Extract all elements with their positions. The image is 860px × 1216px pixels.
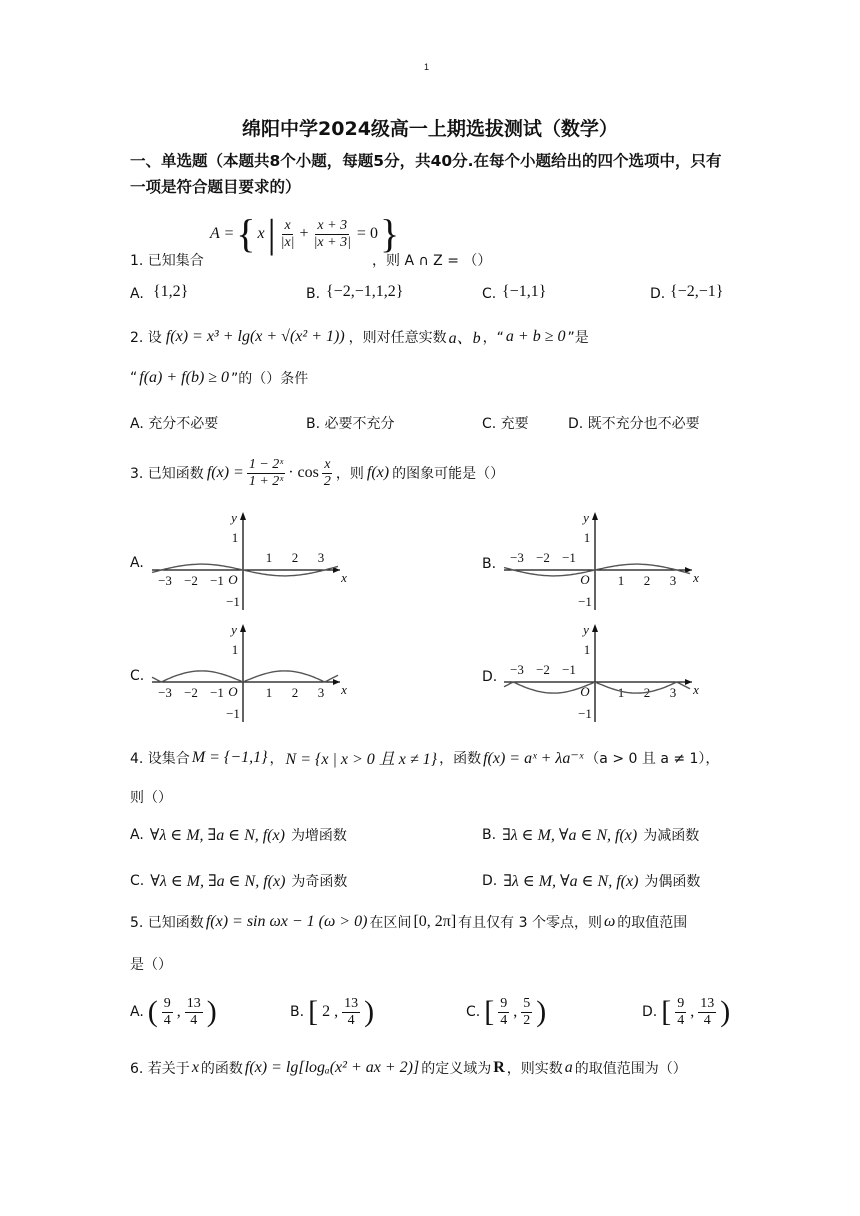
q2-lead: 2. 设 — [130, 329, 162, 346]
q4-option-c-label: C. — [130, 873, 145, 889]
q4-option-b-text: 为减函数 — [643, 828, 700, 844]
q4-option-c — [130, 871, 347, 891]
x-tick-label-pos: 2 — [291, 685, 299, 700]
q1-set-definition — [210, 206, 399, 262]
q1-frac2-den: |x + 3| — [313, 234, 351, 250]
x-axis-label: x — [693, 682, 699, 697]
q3-cos-num: x — [324, 457, 331, 473]
q5-zeros: 有且仅有 3 个零点，则 — [458, 915, 602, 931]
q4-option-a-label: A. — [130, 827, 144, 843]
q5-option-a-close: ) — [206, 995, 217, 1028]
q6-reals: R — [493, 1059, 505, 1076]
y-tick-label-neg1: −1 — [226, 706, 240, 721]
q2-vars: a、b — [448, 330, 481, 347]
origin-label: O — [580, 684, 590, 699]
q5-a-den2: 4 — [190, 1012, 198, 1028]
section-heading: 一、单选题（本题共8个小题，每题5分，共40分.在每个小题给出的四个选项中，只有一项是符合题目要求的） — [130, 152, 722, 196]
q2-text-c: ，“ — [482, 329, 504, 346]
q3-cos: · cos — [288, 464, 319, 481]
x-tick-label-pos: 3 — [669, 573, 677, 588]
q4-condition: （a > 0 且 a ≠ 1）， — [585, 750, 720, 767]
q4-option-d-math: ∃λ ∈ M, ∀a ∈ N, f(x) — [503, 873, 639, 890]
q5-option-d-close: ) — [720, 995, 731, 1028]
x-tick-label-pos: 2 — [643, 573, 651, 588]
q5-interval-lead: 在区间 — [369, 915, 412, 931]
q1-option-a: {1,2} — [153, 283, 189, 300]
q3-cos-frac — [322, 457, 333, 489]
x-tick-label-pos: 1 — [265, 685, 273, 700]
q2-text-d: ”是 — [567, 329, 589, 346]
y-tick-label-neg1: −1 — [226, 594, 240, 609]
q1-frac1-num: x — [284, 218, 291, 234]
q2-quote-open: “ — [130, 370, 138, 386]
x-axis-label: x — [693, 570, 699, 585]
origin-label: O — [228, 684, 238, 699]
q1-frac2-num: x + 3 — [317, 218, 348, 234]
q4-set-m: M = {−1,1} — [191, 748, 268, 766]
q5-a-num1: 9 — [163, 996, 171, 1012]
q1-set-var: x — [257, 225, 265, 242]
page-number: 1 — [424, 62, 430, 72]
q1-frac2 — [312, 218, 353, 250]
q2-option-c: C. 充要 — [482, 416, 529, 432]
q4-option-a — [130, 825, 347, 845]
y-axis-label: y — [583, 622, 589, 637]
q4-option-b — [482, 825, 699, 845]
y-axis-arrow — [240, 512, 246, 520]
q1-bar: | — [267, 211, 276, 256]
x-tick-label-neg: −1 — [210, 573, 224, 588]
x-tick-label-pos: 2 — [291, 550, 299, 565]
x-tick-label-pos: 2 — [643, 685, 651, 700]
q5-omega: ω — [603, 913, 616, 930]
q5-option-b-close: ) — [364, 995, 375, 1028]
x-tick-label-neg: −2 — [184, 685, 198, 700]
q3-graph-b — [500, 508, 705, 613]
q3-lead: 3. 已知函数 — [130, 466, 204, 482]
q3-then: ，则 — [335, 466, 364, 482]
y-axis-label: y — [231, 510, 237, 525]
q5-option-b-a: 2 — [322, 1003, 331, 1020]
q5-c-num2: 5 — [523, 996, 531, 1012]
q5-lead: 5. 已知函数 — [130, 915, 204, 931]
q4-line2: 则（） — [130, 790, 172, 806]
origin-label: O — [228, 572, 238, 587]
q5-function: f(x) = sin ωx − 1 (ω > 0) — [205, 913, 368, 930]
q6-line — [130, 1058, 687, 1078]
q3-cos-den: 2 — [323, 473, 331, 489]
q5-d-num2: 13 — [700, 996, 715, 1012]
q5-option-b — [290, 990, 374, 1034]
q3-frac-num: 1 − 2ˣ — [248, 457, 284, 473]
q4-function: f(x) = aˣ + λa⁻ˣ — [483, 749, 584, 767]
q3-frac — [247, 457, 285, 489]
q5-c-den2: 2 — [523, 1012, 531, 1028]
x-tick-label-neg: −3 — [510, 550, 524, 565]
q5-option-c-close: ) — [536, 995, 547, 1028]
x-axis-label: x — [341, 570, 347, 585]
q2-function: f(x) = x³ + lg(x + √(x² + 1)) — [165, 327, 345, 345]
y-tick-label-1: 1 — [583, 642, 591, 657]
q5-option-d — [642, 990, 730, 1034]
q1-option-c-label: C. — [482, 286, 497, 302]
q4-option-b-math: ∃λ ∈ M, ∀a ∈ N, f(x) — [502, 827, 638, 844]
q3-fx2: f(x) — [366, 464, 390, 481]
q2-cond1: a + b ≥ 0 — [505, 327, 566, 345]
x-tick-label-pos: 3 — [317, 550, 325, 565]
q5-option-c-comma: , — [513, 1003, 518, 1020]
page-title: 绵阳中学2024级高一上期选拔测试（数学） — [242, 118, 618, 140]
x-tick-label-pos: 1 — [617, 685, 625, 700]
q2-text-b: ，则对任意实数 — [348, 329, 447, 346]
q5-option-a-open: ( — [147, 995, 158, 1028]
q6-ask: 的取值范围为（） — [574, 1061, 687, 1077]
x-tick-label-neg: −2 — [536, 662, 550, 677]
x-tick-label-pos: 1 — [265, 550, 273, 565]
q5-option-c — [466, 990, 546, 1034]
x-axis-label: x — [341, 682, 347, 697]
q5-a-num2: 13 — [186, 996, 201, 1012]
q3-graph-a — [148, 508, 353, 613]
q5-option-d-frac1 — [675, 996, 686, 1028]
q5-option-d-comma: , — [690, 1003, 695, 1020]
y-axis-arrow — [240, 624, 246, 632]
q4-option-c-math: ∀λ ∈ M, ∃a ∈ N, f(x) — [150, 873, 286, 890]
x-tick-label-neg: −1 — [562, 550, 576, 565]
q1-right-brace: } — [379, 211, 400, 256]
q1-option-d-label: D. — [650, 286, 666, 302]
q5-option-b-label: B. — [290, 1004, 305, 1020]
function-curve — [504, 682, 690, 693]
y-axis-arrow — [592, 624, 598, 632]
q1-option-b-label: B. — [306, 286, 321, 302]
q1-left-brace: { — [236, 211, 256, 256]
q5-b-den: 4 — [347, 1012, 355, 1028]
q4-option-b-label: B. — [482, 827, 497, 843]
q6-a: a — [564, 1059, 573, 1076]
x-axis-arrow — [685, 679, 692, 685]
q6-lead: 6. 若关于 — [130, 1061, 190, 1077]
q5-option-b-comma: , — [334, 1003, 339, 1020]
q5-option-a-frac2 — [185, 996, 203, 1028]
q4-option-d-text: 为偶函数 — [644, 874, 701, 890]
y-tick-label-1: 1 — [583, 530, 591, 545]
q5-d-num1: 9 — [677, 996, 685, 1012]
x-tick-label-neg: −3 — [158, 685, 172, 700]
q3-graph-c-label: C. — [130, 668, 145, 684]
q4-option-a-math: ∀λ ∈ M, ∃a ∈ N, f(x) — [149, 827, 285, 844]
x-tick-label-neg: −1 — [562, 662, 576, 677]
q3-graph-d-label: D. — [482, 669, 498, 685]
q3-graph-b-label: B. — [482, 556, 497, 572]
q2-option-b: B. 必要不充分 — [306, 416, 395, 432]
x-tick-label-neg: −3 — [158, 573, 172, 588]
x-tick-label-pos: 3 — [317, 685, 325, 700]
y-tick-label-neg1: −1 — [578, 594, 592, 609]
q4-option-d — [482, 871, 700, 891]
q5-option-c-frac1 — [498, 996, 509, 1028]
q5-a-den1: 4 — [163, 1012, 171, 1028]
x-tick-label-pos: 3 — [669, 685, 677, 700]
x-tick-label-neg: −1 — [210, 685, 224, 700]
q2-text-end: ”的（）条件 — [231, 371, 309, 387]
q1-frac1-den: |x| — [280, 234, 295, 250]
q5-option-d-open: [ — [661, 995, 672, 1028]
q1-option-c: {−1,1} — [502, 283, 547, 300]
q1-plus: + — [299, 225, 309, 242]
q5-option-a-comma: , — [176, 1003, 181, 1020]
q6-domain: 的定义域为 — [421, 1061, 492, 1077]
q5-c-num1: 9 — [500, 996, 508, 1012]
y-tick-label-1: 1 — [231, 642, 239, 657]
y-axis-label: y — [583, 510, 589, 525]
q3-graph-a-label: A. — [130, 555, 144, 571]
q5-option-a-label: A. — [130, 1004, 144, 1020]
q1-set-lhs: A = — [210, 225, 235, 242]
q3-frac-den: 1 + 2ˣ — [248, 473, 284, 489]
q2-cond2: f(a) + f(b) ≥ 0 — [139, 369, 230, 386]
q3-line — [130, 452, 504, 494]
q5-option-d-label: D. — [642, 1004, 658, 1020]
y-tick-label-1: 1 — [231, 530, 239, 545]
q1-prefix: 1. 已知集合 — [130, 253, 204, 269]
q4-option-a-text: 为增函数 — [290, 828, 347, 844]
q6-x: x — [191, 1059, 199, 1076]
q3-ask: 的图象可能是（） — [392, 466, 505, 482]
x-tick-label-neg: −3 — [510, 662, 524, 677]
q4-func-lead: ，函数 — [439, 750, 482, 767]
function-curve — [152, 671, 338, 682]
q5-option-a — [130, 990, 217, 1034]
q5-b-num: 13 — [344, 996, 359, 1012]
q5-option-a-frac1 — [162, 996, 173, 1028]
q3-fx: f(x) = — [206, 464, 244, 481]
origin-label: O — [580, 572, 590, 587]
q5-line2: 是（） — [130, 957, 172, 973]
q2-line2 — [130, 368, 308, 388]
q5-d-den1: 4 — [677, 1012, 685, 1028]
q4-line1 — [130, 746, 719, 769]
q4-comma: ， — [269, 750, 284, 767]
q6-real-a: ，则实数 — [506, 1061, 563, 1077]
q5-c-den1: 4 — [500, 1012, 508, 1028]
q4-option-d-label: D. — [482, 873, 498, 889]
q1-option-a-label: A. — [130, 286, 144, 302]
y-axis-arrow — [592, 512, 598, 520]
q3-graph-c — [148, 620, 353, 725]
x-tick-label-neg: −2 — [184, 573, 198, 588]
q1-frac1 — [279, 218, 297, 250]
q4-option-c-text: 为奇函数 — [291, 874, 348, 890]
x-tick-label-neg: −2 — [536, 550, 550, 565]
q2-option-d: D. 既不充分也不必要 — [568, 416, 700, 432]
q1-suffix: ，则 A ∩ Z = （） — [372, 253, 492, 269]
q1-option-b: {−2,−1,1,2} — [326, 283, 404, 300]
x-tick-label-pos: 1 — [617, 573, 625, 588]
q6-function: f(x) = lg[logₐ(x² + ax + 2)] — [244, 1059, 420, 1076]
q1-option-d: {−2,−1} — [670, 283, 724, 300]
y-axis-label: y — [231, 622, 237, 637]
q6-func-lead: 的函数 — [200, 1061, 243, 1077]
q5-range: 的取值范围 — [617, 915, 688, 931]
q3-graph-d — [500, 620, 705, 725]
q1-eq-zero: = 0 — [356, 225, 378, 242]
q5-line1 — [130, 912, 687, 932]
q4-lead: 4. 设集合 — [130, 750, 190, 767]
q5-option-d-frac2 — [698, 996, 716, 1028]
q5-option-b-frac — [342, 996, 360, 1028]
q5-option-b-open: [ — [308, 995, 319, 1028]
q5-option-c-frac2 — [521, 996, 532, 1028]
q2-line1 — [130, 325, 589, 348]
q5-d-den2: 4 — [703, 1012, 711, 1028]
q5-interval: [0, 2π] — [413, 913, 457, 930]
q4-set-n: N = {x | x > 0 且 x ≠ 1} — [285, 751, 438, 768]
y-tick-label-neg1: −1 — [578, 706, 592, 721]
q5-option-c-label: C. — [466, 1004, 481, 1020]
q5-option-c-open: [ — [484, 995, 495, 1028]
x-axis-arrow — [333, 679, 340, 685]
q2-option-a: A. 充分不必要 — [130, 416, 219, 432]
